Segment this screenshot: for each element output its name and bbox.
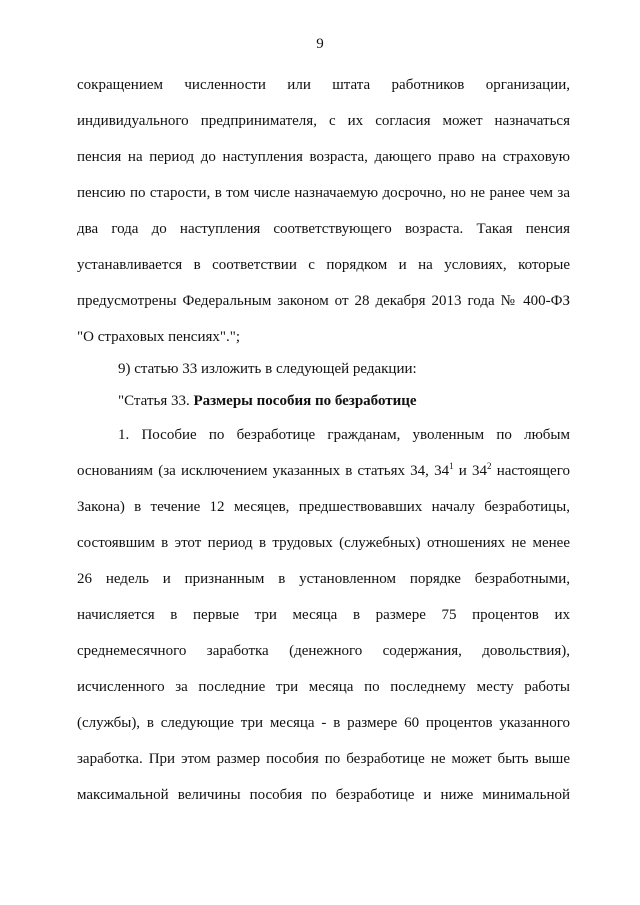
text-line: 26 недель и признанным в установленном порядке безработными, [77,571,570,587]
text-line: два года до наступления соответствующего возраста. Такая пенсия [77,221,570,237]
text-line: сокращением численности или штата работников организации, [77,77,570,93]
text-line: заработка. При этом размер пособия по безработице не может быть выше [77,751,570,767]
text-span: основаниям (за исключением указанных в статьях 34, 34 [77,463,450,479]
article-title: Размеры пособия по безработице [193,393,417,409]
article-heading [118,391,570,411]
text-span: настоящего [491,463,570,479]
text-line: индивидуального предпринимателя, с их согласия может назначаться [77,113,570,129]
text-line: исчисленного за последние три месяца по последнему месту работы [77,679,570,695]
text-line [77,461,570,481]
text-line: начисляется в первые три месяца в размере 75 процентов их [77,607,570,623]
text-line: предусмотрены Федеральным законом от 28 декабря 2013 года № 400-ФЗ [77,293,570,309]
page-number: 9 [316,36,324,52]
text-line: состоявшим в этот период в трудовых (служебных) отношениях не менее [77,535,570,551]
text-span: и 34 [453,463,488,479]
text-line: максимальной величины пособия по безработице и ниже минимальной [77,787,570,803]
superscript: 2 [487,461,492,471]
article-prefix: "Статья 33. [118,393,194,409]
text-line: 9) статью 33 изложить в следующей редакции: [118,361,417,377]
text-line: (службы), в следующие три месяца - в размере 60 процентов указанного [77,715,570,731]
text-line: 1. Пособие по безработице гражданам, уволенным по любым [118,427,570,443]
text-line: Закона) в течение 12 месяцев, предшествовавших началу безработицы, [77,499,570,515]
text-line: пенсию по старости, в том числе назначаемую досрочно, но не ранее чем за [77,185,570,201]
superscript: 1 [449,461,454,471]
text-line: среднемесячного заработка (денежного содержания, довольствия), [77,643,570,659]
text-line: "О страховых пенсиях"."; [77,329,241,345]
text-line: пенсия на период до наступления возраста, дающего право на страховую [77,149,570,165]
text-line: устанавливается в соответствии с порядком и на условиях, которые [77,257,570,273]
